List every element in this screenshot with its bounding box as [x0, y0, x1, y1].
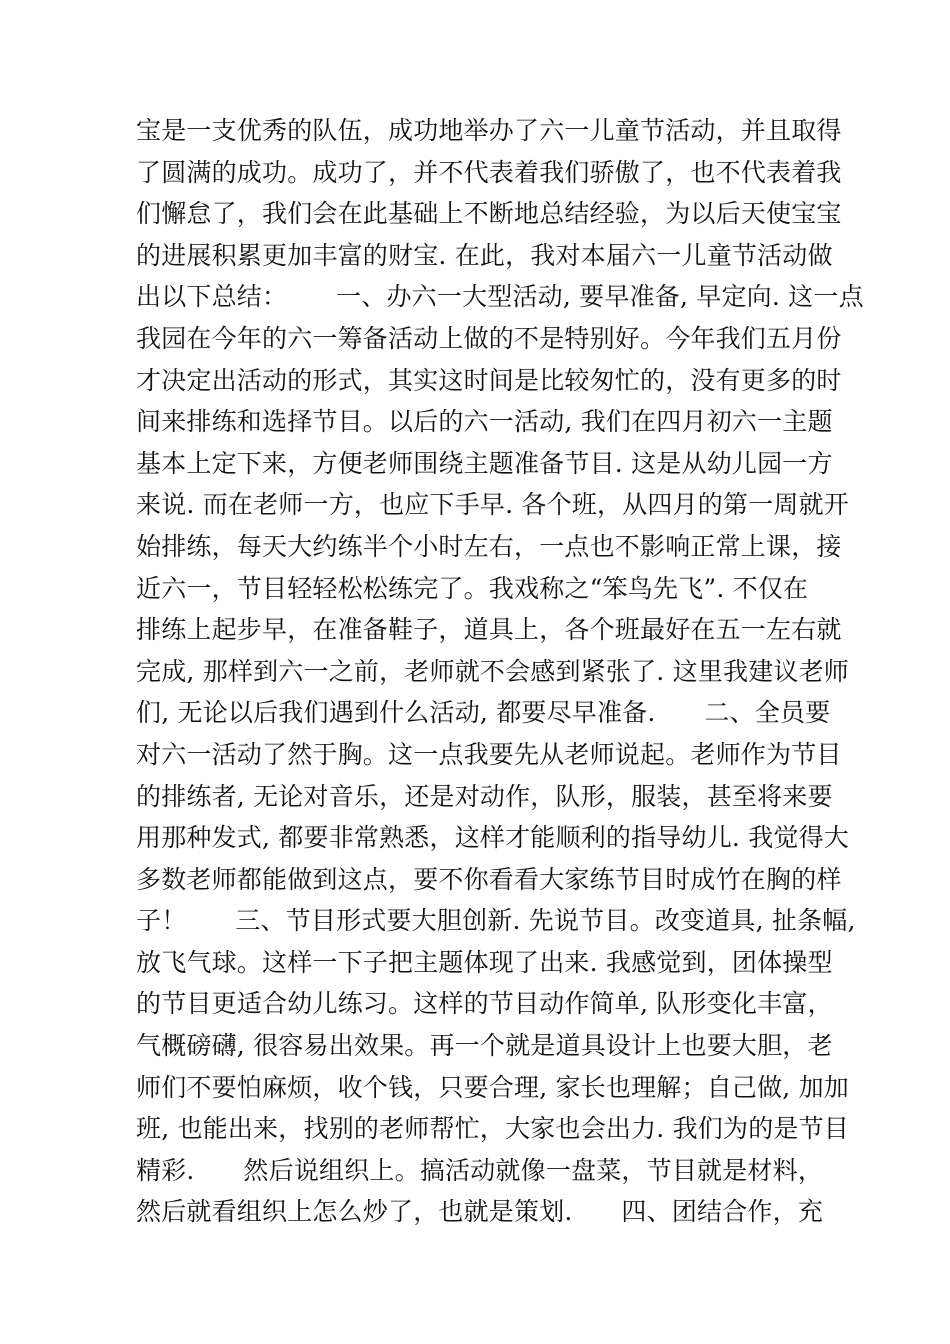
text-line: 的进展积累更加丰富的财宝. 在此，我对本届六一儿童节活动做	[136, 240, 833, 270]
text-line: 班, 也能出来，找别的老师帮忙，大家也会出力. 我们为的是节目	[136, 1114, 849, 1144]
text-line: 师们不要怕麻烦，收个钱，只要合理, 家长也理解；自己做, 加加	[136, 1072, 849, 1102]
text-line: 才决定出活动的形式，其实这时间是比较匆忙的，没有更多的时	[136, 365, 842, 395]
text-line: 了圆满的成功。成功了，并不代表着我们骄傲了，也不代表着我	[136, 157, 842, 187]
text-line: 精彩. 然后说组织上。搞活动就像一盘菜，节目就是材料，	[136, 1155, 824, 1185]
text-line: 我园在今年的六一筹备活动上做的不是特别好。今年我们五月份	[136, 323, 842, 353]
text-line: 们, 无论以后我们遇到什么活动, 都要尽早准备. 二、全员要	[136, 698, 831, 728]
text-line: 基本上定下来，方便老师围绕主题准备节目. 这是从幼儿园一方	[136, 448, 833, 478]
text-line: 近六一，节目轻轻松松练完了。我戏称之“笨鸟先飞”. 不仅在	[136, 573, 809, 603]
body-text	[136, 110, 864, 1233]
text-line: 宝是一支优秀的队伍，成功地举办了六一儿童节活动，并且取得	[136, 116, 842, 145]
text-line: 间来排练和选择节目。以后的六一活动, 我们在四月初六一主题	[136, 407, 833, 437]
text-line: 对六一活动了然于胸。这一点我要先从老师说起。老师作为节目	[136, 739, 842, 769]
text-line: 然后就看组织上怎么炒了，也就是策划. 四、团结合作，充	[136, 1197, 824, 1227]
text-line: 们懈怠了，我们会在此基础上不断地总结经验，为以后天使宝宝	[136, 199, 842, 229]
text-line: 放飞气球。这样一下子把主题体现了出来. 我感觉到，团体操型	[136, 947, 833, 977]
text-line: 排练上起步早，在准备鞋子，道具上，各个班最好在五一左右就	[136, 615, 842, 645]
text-line: 的排练者, 无论对音乐，还是对动作，队形，服装，甚至将来要	[136, 781, 833, 811]
text-line: 来说. 而在老师一方，也应下手早. 各个班，从四月的第一周就开	[136, 490, 849, 520]
text-line: 始排练，每天大约练半个小时左右，一点也不影响正常上课，接	[136, 531, 842, 561]
text-line: 的节目更适合幼儿练习。这样的节目动作简单, 队形变化丰富，	[136, 989, 833, 1019]
text-line: 子！ 三、节目形式要大胆创新. 先说节目。改变道具, 扯条幅,	[136, 906, 856, 936]
text-line: 多数老师都能做到这点，要不你看看大家练节目时成竹在胸的样	[136, 864, 842, 894]
text-line: 完成, 那样到六一之前，老师就不会感到紧张了. 这里我建议老师	[136, 656, 849, 686]
text-line: 用那种发式, 都要非常熟悉，这样才能顺利的指导幼儿. 我觉得大	[136, 823, 849, 853]
text-line: 出以下总结： 一、办六一大型活动, 要早准备, 早定向. 这一点	[136, 282, 864, 312]
text-line: 气概磅礴, 很容易出效果。再一个就是道具设计上也要大胆，老	[136, 1031, 833, 1061]
